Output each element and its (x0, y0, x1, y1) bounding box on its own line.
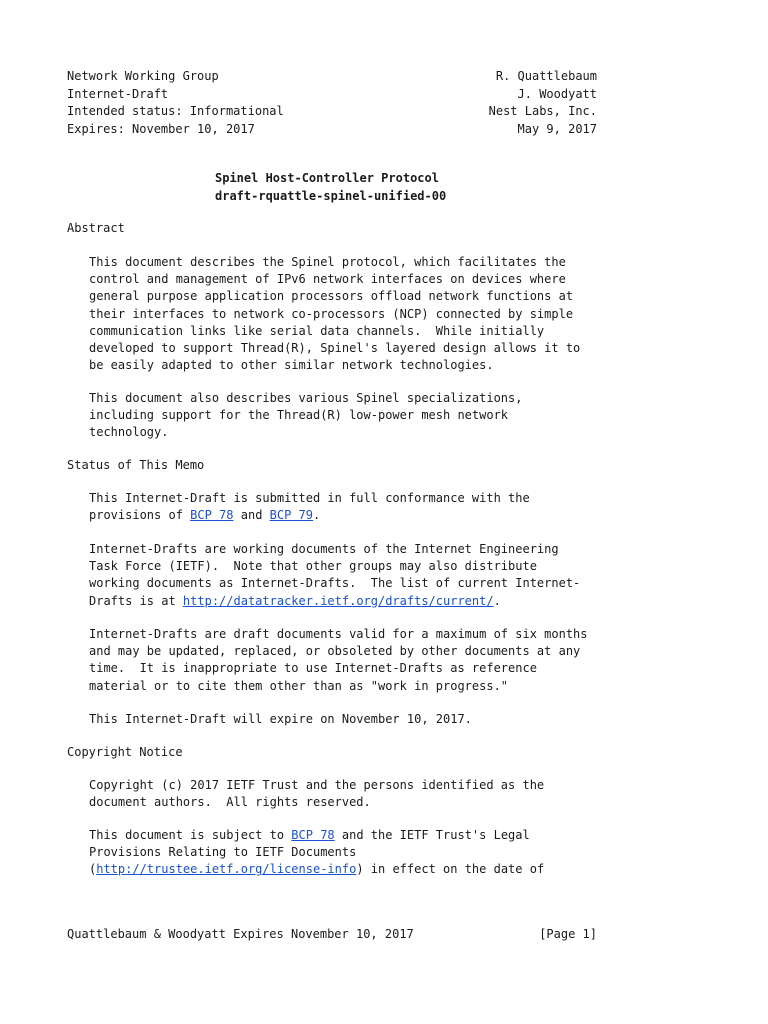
text-span: ) in effect on the date of (356, 862, 545, 877)
text-line: control and management of IPv6 network interfaces on devices where (89, 272, 566, 287)
text-line (89, 861, 609, 878)
page-footer (67, 926, 597, 943)
footer-authors-expiry: Quattlebaum & Woodyatt Expires November 10, 2017 (67, 927, 414, 941)
text-span: provisions of (89, 508, 191, 523)
author-2: J. Woodyatt (517, 86, 597, 101)
text-line: Task Force (IETF). Note that other groups may also distribute (89, 559, 537, 574)
status-heading: Status of This Memo (67, 458, 205, 472)
abstract-paragraph-1 (89, 254, 609, 374)
intended-status: Intended status: Informational (67, 104, 284, 118)
text-span: and the IETF Trust's Legal (334, 828, 530, 842)
text-line: Copyright (c) 2017 IETF Trust and the persons identified as the (89, 778, 545, 792)
text-span: . (493, 593, 501, 608)
working-group: Network Working Group (67, 69, 219, 83)
text-span: Drafts is at (89, 593, 183, 608)
text-line: This document describes the Spinel protocol, which facilitates the (89, 255, 566, 269)
text-line: document authors. All rights reserved. (89, 795, 371, 810)
copyright-paragraph-2 (89, 827, 609, 879)
abstract-heading: Abstract (67, 221, 125, 235)
text-line: communication links like serial data channels. While initially (89, 323, 545, 338)
text-span: . (313, 508, 321, 523)
status-paragraph-4 (89, 711, 609, 728)
text-line: and may be updated, replaced, or obsoleted by other documents at any (89, 644, 581, 659)
abstract-paragraph-2 (89, 390, 609, 442)
text-line: general purpose application processors offload network functions at (89, 289, 574, 304)
text-line: This document also describes various Spinel specializations, (89, 391, 523, 405)
page-number: [Page 1] (539, 927, 597, 941)
bcp79-link[interactable]: BCP 79 (269, 508, 313, 523)
text-line: be easily adapted to other similar network technologies. (89, 358, 494, 373)
text-line: This Internet-Draft will expire on November 10, 2017. (89, 712, 472, 726)
drafts-current-link[interactable]: http://datatracker.ietf.org/drafts/current/ (182, 593, 494, 608)
bcp78-link[interactable]: BCP 78 (291, 828, 335, 842)
draft-name: draft-rquattle-spinel-unified-00 (215, 188, 447, 203)
status-paragraph-1 (89, 490, 609, 524)
header-row (67, 121, 597, 139)
status-paragraph-3 (89, 626, 609, 695)
text-line: including support for the Thread(R) low-power mesh network (89, 408, 509, 423)
header-row (67, 68, 597, 86)
text-line: This Internet-Draft is submitted in full conformance with the (89, 491, 530, 505)
document-header (67, 68, 597, 138)
text-line: material or to cite them other than as "work in progress." (89, 678, 509, 693)
text-span: ( (89, 862, 97, 877)
document-title (215, 170, 446, 205)
author-1: R. Quattlebaum (495, 69, 597, 83)
text-line: working documents as Internet-Drafts. The list of current Internet- (89, 576, 581, 591)
text-line: developed to support Thread(R), Spinel's layered design allows it to (89, 340, 581, 355)
title-line: Spinel Host-Controller Protocol (215, 171, 439, 185)
header-row (67, 103, 597, 121)
text-line: their interfaces to network co-processors (NCP) connected by simple (89, 306, 574, 321)
header-row (67, 86, 597, 104)
document-type: Internet-Draft (67, 86, 169, 101)
publication-date: May 9, 2017 (517, 121, 597, 136)
organization: Nest Labs, Inc. (488, 104, 597, 118)
expiry-date: Expires: November 10, 2017 (67, 121, 255, 136)
license-info-link[interactable]: http://trustee.ietf.org/license-info (96, 862, 357, 877)
bcp78-link[interactable]: BCP 78 (190, 508, 234, 523)
text-line (89, 593, 609, 610)
text-line: Internet-Drafts are working documents of the Internet Engineering (89, 542, 559, 556)
text-line: Provisions Relating to IETF Documents (89, 845, 357, 860)
copyright-heading: Copyright Notice (67, 745, 183, 759)
text-line: time. It is inappropriate to use Internet-Drafts as reference (89, 661, 537, 676)
text-span: and (233, 508, 270, 523)
text-span: This document is subject to (89, 828, 292, 842)
text-line (89, 827, 609, 844)
text-line (89, 507, 609, 524)
status-paragraph-2 (89, 541, 609, 610)
text-line: Internet-Drafts are draft documents valid for a maximum of six months (89, 627, 588, 641)
copyright-paragraph-1 (89, 777, 609, 811)
text-line: technology. (89, 425, 169, 440)
